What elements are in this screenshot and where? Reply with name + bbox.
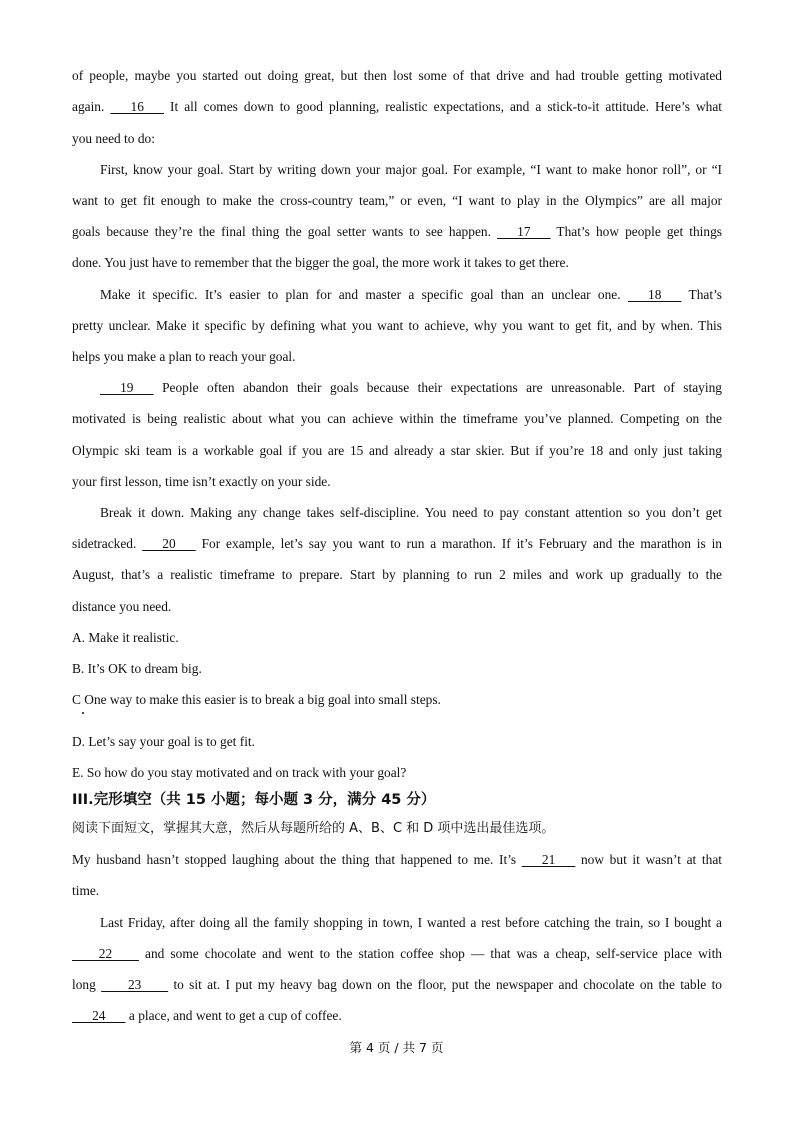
passage-line: First, know your goal. Start by writing down your major goal. For example, “I want to make honor roll”, or “I	[100, 162, 722, 177]
cloze-line: Last Friday, after doing all the family shopping in town, I wanted a rest before catching the train, so I bought a	[100, 915, 722, 930]
blank-18[interactable]: 18	[627, 287, 682, 302]
passage-line	[100, 379, 722, 397]
cloze-line	[72, 1007, 722, 1025]
cloze-text: now but it wasn’t at that	[575, 852, 722, 867]
passage-line: helps you make a plan to reach your goal.	[72, 349, 296, 364]
passage-line: distance you need.	[72, 599, 172, 614]
cloze-line	[72, 945, 722, 963]
passage-line: want to get fit enough to make the cross-country team,” or even, “I want to play in the Olympics” are all major	[72, 193, 722, 208]
passage-line: pretty unclear. Make it specific by defining what you want to achieve, why you want to get fit, and by when. This	[72, 318, 722, 333]
passage-text: sidetracked.	[72, 536, 137, 551]
passage-text: again.	[72, 99, 105, 114]
passage-text: That’s	[681, 287, 722, 302]
cloze-line: time.	[72, 883, 100, 898]
passage-line: done. You just have to remember that the bigger the goal, the more work it takes to get there.	[72, 255, 569, 270]
passage-line	[72, 98, 722, 116]
option-c: C One way to make this easier is to break a big goal into small steps.	[72, 692, 441, 707]
cloze-text: My husband hasn’t stopped laughing about the thing that happened to me. It’s	[72, 852, 517, 867]
stray-dot	[82, 712, 84, 714]
blank-16[interactable]: 16	[110, 99, 164, 114]
cloze-text: and some chocolate and went to the station coffee shop — that was a cheap, self-service place with	[138, 946, 722, 961]
cloze-text: long	[72, 977, 96, 992]
passage-line: your first lesson, time isn’t exactly on your side.	[72, 474, 331, 489]
passage-line: Break it down. Making any change takes self-discipline. You need to pay constant attention so you don’t get	[100, 505, 722, 520]
passage-text: That’s how people get things	[550, 224, 722, 239]
blank-17[interactable]: 17	[497, 224, 551, 239]
option-d: D. Let’s say your goal is to get fit.	[72, 734, 255, 749]
section-heading: III.完形填空（共 15 小题；每小题 3 分，满分 45 分）	[72, 792, 436, 808]
blank-22[interactable]: 22	[72, 946, 139, 961]
cloze-line	[72, 851, 722, 869]
passage-line: motivated is being realistic about what you can achieve within the timeframe you’ve planned. Competing on the	[72, 411, 722, 426]
passage-line	[100, 286, 722, 304]
section-instruction: 阅读下面短文，掌握其大意，然后从每题所给的 A、B、C 和 D 项中选出最佳选项。	[72, 821, 555, 836]
passage-text: People often abandon their goals because their expectations are unreasonable. Part of staying	[153, 380, 722, 395]
blank-21[interactable]: 21	[521, 852, 576, 867]
option-a: A. Make it realistic.	[72, 630, 179, 645]
blank-23[interactable]: 23	[101, 977, 169, 992]
passage-line: August, that’s a realistic timeframe to prepare. Start by planning to run 2 miles and work up gradually to the	[72, 567, 722, 582]
passage-line: you need to do:	[72, 131, 155, 146]
cloze-text: to sit at. I put my heavy bag down on the floor, put the newspaper and chocolate on the table to	[168, 977, 722, 992]
page-footer: 第 4 页 / 共 7 页	[349, 1040, 444, 1055]
passage-text: It all comes down to good planning, realistic expectations, and a stick-to-it attitude. Here’s what	[163, 99, 722, 114]
passage-line	[72, 535, 722, 553]
passage-text: goals because they’re the final thing the goal setter wants to see happen.	[72, 224, 491, 239]
cloze-line	[72, 976, 722, 994]
passage-line	[72, 223, 722, 241]
option-b: B. It’s OK to dream big.	[72, 661, 202, 676]
passage-text: For example, let’s say you want to run a marathon. If it’s February and the marathon is in	[195, 536, 722, 551]
passage-line: Olympic ski team is a workable goal if you are 15 and already a star skier. But if you’re 18 and only just taking	[72, 443, 722, 458]
passage-line: of people, maybe you started out doing great, but then lost some of that drive and had trouble getting motivated	[72, 68, 722, 83]
cloze-text: a place, and went to get a cup of coffee.	[125, 1008, 342, 1023]
option-e: E. So how do you stay motivated and on track with your goal?	[72, 765, 407, 780]
blank-20[interactable]: 20	[142, 536, 196, 551]
passage-text: Make it specific. It’s easier to plan for and master a specific goal than an unclear one.	[100, 287, 621, 302]
blank-19[interactable]: 19	[100, 380, 154, 395]
blank-24[interactable]: 24	[72, 1008, 126, 1023]
